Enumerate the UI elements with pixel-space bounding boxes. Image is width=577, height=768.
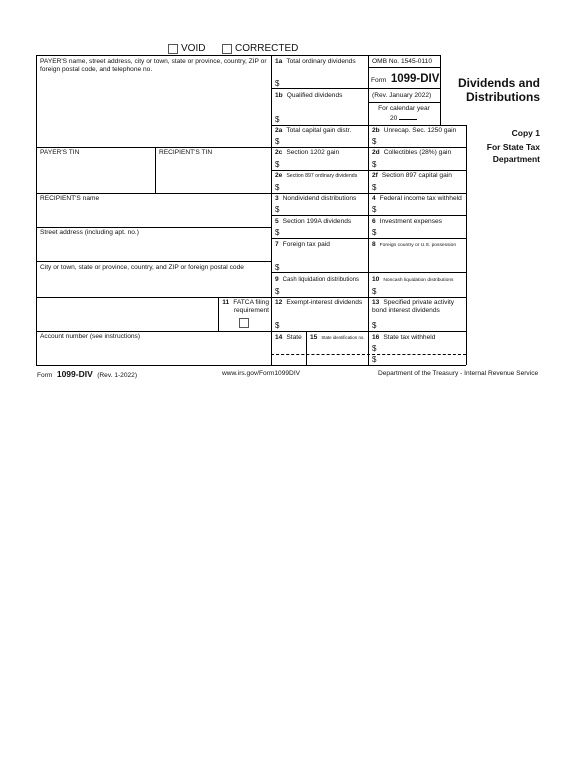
box-6-label [372, 218, 442, 226]
box-6-text: Investment expenses [379, 218, 442, 225]
box-2b-num: 2b [372, 127, 380, 134]
void-checkbox[interactable] [168, 44, 178, 54]
box-4-input[interactable]: $ [372, 205, 377, 214]
line-city-bottom [36, 297, 271, 298]
box-16-text: State tax withheld [383, 334, 436, 341]
line-tin-bottom [36, 193, 271, 194]
box-16-num: 16 [372, 334, 380, 341]
line-1a-bottom [271, 88, 368, 89]
box-2c-text: Section 1202 gain [286, 149, 340, 156]
box-2a-text: Total capital gain distr. [286, 127, 352, 134]
fatca-num: 11 [222, 299, 230, 306]
box-9-input[interactable]: $ [275, 287, 280, 296]
title-line-1: Dividends and [457, 76, 540, 90]
footer-url: www.irs.gov/Form1099DIV [222, 370, 301, 377]
box-2a-num: 2a [275, 127, 283, 134]
box-9-label [275, 276, 359, 284]
box-2d-label [372, 149, 451, 157]
box-12-label [275, 299, 362, 307]
box-3-label [275, 195, 356, 203]
box-3-text: Nondividend distributions [282, 195, 357, 202]
omb-number: OMB No. 1545-0110 [372, 58, 432, 65]
line-12-bottom [271, 331, 466, 332]
box-15-label [310, 334, 365, 342]
box-9-num: 9 [275, 276, 279, 283]
box-5-label [275, 218, 351, 226]
box-5-input[interactable]: $ [275, 228, 280, 237]
calendar-year-label: For calendar year [378, 105, 430, 112]
box-2d-num: 2d [372, 149, 380, 156]
box-1b-input[interactable]: $ [275, 115, 280, 124]
box-7-num: 7 [275, 241, 279, 248]
box-8-label [372, 241, 456, 250]
box-2d-input[interactable]: $ [372, 160, 377, 169]
street-address-input[interactable] [37, 238, 270, 260]
box-7-label [275, 241, 330, 249]
line-7-bottom [271, 272, 466, 273]
account-number-label: Account number (see instructions) [40, 333, 141, 340]
street-address-label: Street address (including apt. no.) [40, 229, 139, 236]
box-2c-label [275, 149, 339, 157]
box-3-num: 3 [275, 195, 279, 202]
box-9-text: Cash liquidation distributions [282, 277, 360, 283]
box-14-input-2[interactable] [272, 355, 305, 364]
box-12-input[interactable]: $ [275, 321, 280, 330]
void-label: VOID [181, 43, 206, 54]
box-1a-input[interactable]: $ [275, 79, 280, 88]
footer-form-name [37, 368, 137, 381]
footer-form-prefix: Form [37, 372, 53, 379]
box-2f-input[interactable]: $ [372, 183, 377, 192]
box-15-input-2[interactable] [307, 355, 367, 364]
box-16-input-2[interactable]: $ [372, 355, 377, 364]
copy-dept: Department [492, 154, 540, 164]
box-2a-input[interactable]: $ [275, 137, 280, 146]
box-15-input-1[interactable] [307, 343, 367, 353]
form-bottom-border [36, 365, 466, 366]
corrected-label: CORRECTED [235, 43, 299, 54]
box-13-num: 13 [372, 299, 380, 306]
box-13-text: Specified private activity bond interest dividends [372, 299, 455, 314]
payer-label: PAYER'S name, street address, city or town, state or province, country, ZIP or foreign postal code, and telephone no. [40, 58, 267, 73]
col-divider-left [271, 55, 272, 365]
box-10-label [372, 276, 453, 285]
footer-form-number: 1099-DIV [56, 369, 93, 379]
line-3-bottom [271, 215, 466, 216]
line-1b-bottom [271, 125, 466, 126]
payer-input[interactable] [37, 76, 270, 146]
recipient-tin-label: RECIPIENT'S TIN [159, 149, 213, 156]
box-1a-label [275, 58, 356, 66]
box-2e-label [275, 172, 357, 180]
fatca-line2: requirement [233, 307, 269, 314]
line-5-bottom [271, 238, 466, 239]
form-number: 1099-DIV [390, 73, 440, 85]
box-1b-text: Qualified dividends [286, 92, 343, 99]
line-2a-bottom [271, 147, 466, 148]
calendar-year-field[interactable] [390, 114, 417, 123]
box-2f-num: 2f [372, 172, 378, 179]
line-formname-bottom [368, 88, 440, 89]
col-divider-right-top [440, 55, 441, 125]
account-number-input[interactable] [37, 342, 270, 364]
box-15-text: State identification no. [321, 335, 365, 340]
line-fatca-bottom [36, 331, 271, 332]
box-15-num: 15 [310, 334, 318, 341]
box-2b-label [372, 127, 456, 135]
box-5-text: Section 199A dividends [282, 218, 352, 225]
box-1a-num: 1a [275, 58, 283, 65]
box-6-input[interactable]: $ [372, 228, 377, 237]
box-16-input-1[interactable]: $ [372, 344, 377, 353]
box-7-text: Foreign tax paid [282, 241, 330, 248]
box-1b-num: 1b [275, 92, 283, 99]
form-top-border [36, 55, 440, 56]
box-2c-input[interactable]: $ [275, 160, 280, 169]
line-rev-bottom [368, 102, 440, 103]
box-10-num: 10 [372, 276, 380, 283]
fatca-line1: FATCA filing [233, 299, 269, 306]
recipient-name-input[interactable] [37, 204, 270, 226]
box-7-input[interactable]: $ [275, 263, 280, 272]
box-2d-text: Collectibles (28%) gain [383, 149, 452, 156]
box-2b-text: Unrecap. Sec. 1250 gain [383, 127, 457, 134]
box-8-num: 8 [372, 241, 376, 248]
box-1b-label [275, 92, 342, 100]
revision-date: (Rev. January 2022) [372, 92, 432, 99]
title-line-2: Distributions [466, 90, 540, 104]
box-14-num: 14 [275, 334, 283, 341]
box-2e-text: Section 897 ordinary dividends [286, 173, 358, 179]
footer-rev: (Rev. 1-2022) [97, 372, 138, 379]
footer-department: Department of the Treasury - Internal Revenue Service [378, 370, 539, 377]
box-8-text: Foreign country or U.S. possession [379, 243, 457, 248]
box-1a-text: Total ordinary dividends [286, 58, 356, 65]
city-label: City or town, state or province, country, and ZIP or foreign postal code [40, 264, 244, 271]
line-9-bottom [271, 297, 466, 298]
form-name [371, 71, 439, 87]
box-2a-label [275, 127, 351, 135]
box-2e-input[interactable]: $ [275, 183, 280, 192]
year-prefix: 20 [390, 115, 398, 122]
box-14-input-1[interactable] [272, 343, 305, 353]
copy-number: Copy 1 [511, 128, 540, 138]
form-title [446, 76, 540, 104]
payer-tin-label: PAYER'S TIN [40, 149, 80, 156]
line-2c-bottom [271, 170, 466, 171]
box-14-label [275, 334, 302, 342]
city-input[interactable] [37, 273, 270, 296]
line-2e-bottom [271, 193, 466, 194]
box-2c-num: 2c [275, 149, 283, 156]
box-2f-text: Section 897 capital gain [381, 172, 452, 179]
col-divider-right [466, 125, 467, 365]
box-12-text: Exempt-interest dividends [286, 299, 363, 306]
box-2f-label [372, 172, 452, 180]
box-4-text: Federal income tax withheld [379, 195, 462, 202]
box-13-input[interactable]: $ [372, 321, 377, 330]
fatca-label [219, 299, 269, 315]
box-2b-input[interactable]: $ [372, 137, 377, 146]
corrected-checkbox[interactable] [222, 44, 232, 54]
box-10-text: Noncash liquidation distributions [383, 278, 454, 283]
box-12-num: 12 [275, 299, 283, 306]
copy-designation [470, 127, 540, 165]
box-8-input[interactable] [369, 250, 465, 271]
line-street-bottom [36, 261, 271, 262]
payer-tin-input[interactable] [37, 158, 154, 192]
recipient-tin-input[interactable] [156, 158, 270, 192]
box-13-label [372, 299, 464, 315]
box-4-num: 4 [372, 195, 376, 202]
recipient-name-label: RECIPIENT'S name [40, 195, 100, 202]
form-prefix: Form [371, 77, 387, 84]
line-payer-bottom [36, 147, 271, 148]
fatca-checkbox[interactable] [239, 318, 249, 328]
box-14-text: State [286, 334, 302, 341]
line-name-bottom [36, 227, 271, 228]
box-3-input[interactable]: $ [275, 205, 280, 214]
box-4-label [372, 195, 462, 203]
box-6-num: 6 [372, 218, 376, 225]
year-blank [399, 119, 417, 120]
line-omb-bottom [368, 67, 440, 68]
box-10-input[interactable]: $ [372, 287, 377, 296]
copy-for: For State Tax [486, 142, 540, 152]
box-2e-num: 2e [275, 172, 283, 179]
box-16-label [372, 334, 435, 342]
box-5-num: 5 [275, 218, 279, 225]
